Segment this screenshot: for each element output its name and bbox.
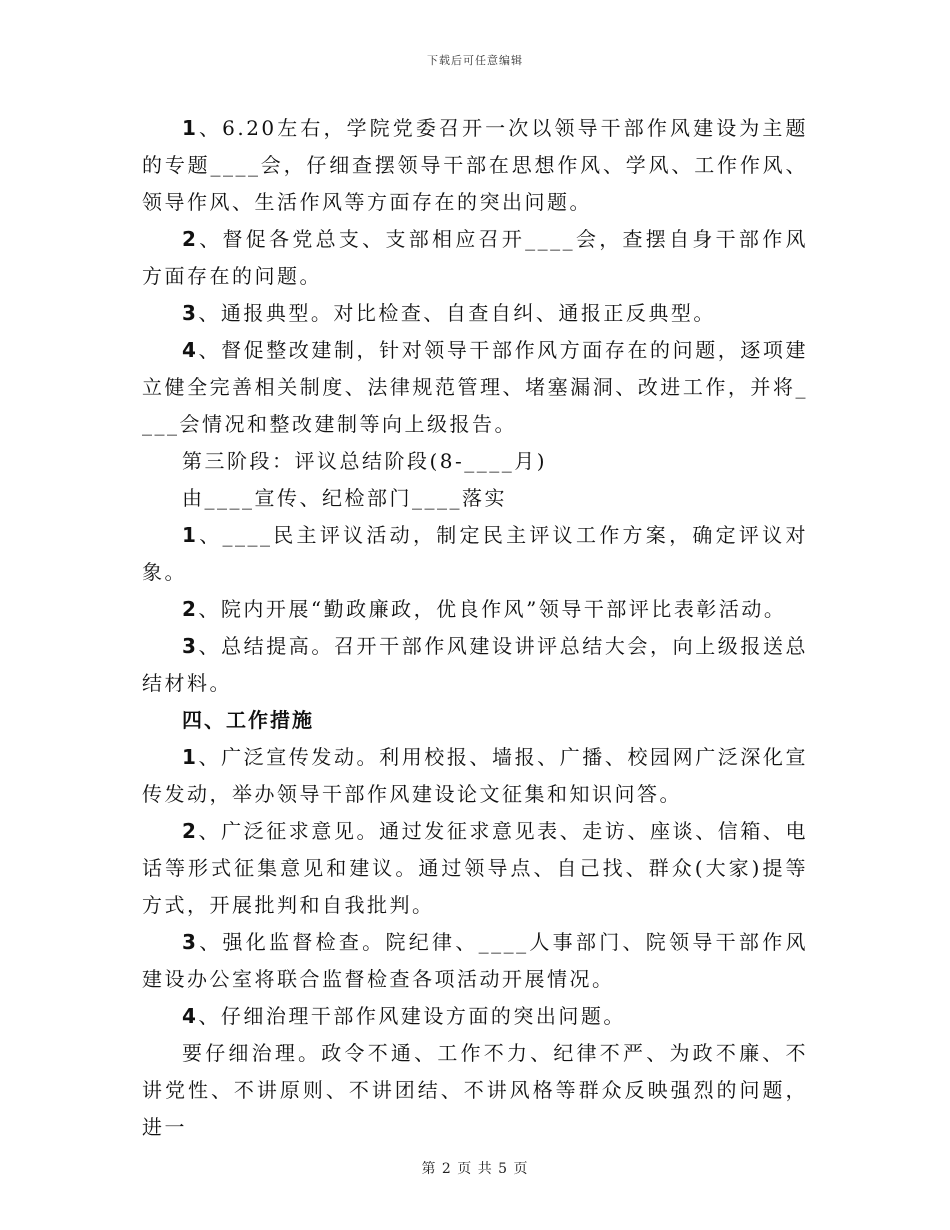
paragraph (142, 110, 808, 221)
item-number: 3 (182, 634, 199, 658)
paragraph-text: 、6.20左右，学院党委召开一次以领导干部作风建设为主题的专题____会，仔细查摆领导干部在思想作风、学风、工作作风、领导作风、生活作风等方面存在的突出问题。 (142, 116, 808, 214)
paragraph-text: 、广泛宣传发动。利用校报、墙报、广播、校园网广泛深化宣传发动，举办领导干部作风建设论文征集和知识问答。 (142, 745, 808, 806)
paragraph-text: 要仔细治理。政令不通、工作不力、纪律不严、为政不廉、不讲党性、不讲原则、不讲团结、不讲风格等群众反映强烈的问题，进一 (142, 1041, 808, 1139)
paragraph-text: 、督促各党总支、支部相应召开____会，查摆自身干部作风方面存在的问题。 (142, 227, 808, 288)
item-number: 2 (182, 819, 199, 843)
paragraph-text: 、广泛征求意见。通过发征求意见表、走访、座谈、信箱、电话等形式征集意见和建议。通过领导点、自己找、群众(大家)提等方式，开展批判和自我批判。 (142, 819, 808, 917)
paragraph-text: 第三阶段：评议总结阶段(8-____月) (182, 449, 548, 473)
stage-title (142, 443, 808, 480)
item-number: 4 (182, 1004, 199, 1028)
stage-owner (142, 480, 808, 517)
item-number: 2 (182, 227, 199, 251)
item-number: 3 (182, 301, 199, 325)
page-header: 下载后可任意编辑 (427, 54, 523, 67)
section-heading: 四、工作措施 (182, 708, 314, 732)
item-number: 3 (182, 930, 199, 954)
paragraph (142, 1035, 808, 1146)
document-body (142, 110, 808, 1146)
paragraph (142, 628, 808, 702)
paragraph (142, 517, 808, 591)
item-number: 2 (182, 597, 199, 621)
paragraph-text: 、督促整改建制，针对领导干部作风方面存在的问题，逐项建立健全完善相关制度、法律规范管理、堵塞漏洞、改进工作，并将____会情况和整改建制等向上级报告。 (142, 338, 808, 436)
item-number: 1 (182, 523, 199, 547)
item-number: 1 (182, 745, 199, 769)
paragraph (142, 739, 808, 813)
paragraph (142, 295, 808, 332)
paragraph-text: 由____宣传、纪检部门____落实 (182, 486, 507, 510)
item-number: 4 (182, 338, 199, 362)
paragraph (142, 924, 808, 998)
paragraph (142, 998, 808, 1035)
item-number: 1 (182, 116, 199, 140)
paragraph (142, 221, 808, 295)
paragraph-text: 、总结提高。召开干部作风建设讲评总结大会，向上级报送总结材料。 (142, 634, 808, 695)
paragraph-text: 、强化监督检查。院纪律、____人事部门、院领导干部作风建设办公室将联合监督检查各项活动开展情况。 (142, 930, 808, 991)
paragraph-text: 、院内开展“勤政廉政，优良作风”领导干部评比表彰活动。 (198, 597, 787, 621)
paragraph-text: 、____民主评议活动，制定民主评议工作方案，确定评议对象。 (142, 523, 808, 584)
paragraph (142, 591, 808, 628)
paragraph-text: 、仔细治理干部作风建设方面的突出问题。 (198, 1004, 626, 1028)
page-footer: 第 2 页 共 5 页 (421, 1161, 529, 1177)
paragraph-text: 、通报典型。对比检查、自查自纠、通报正反典型。 (198, 301, 716, 325)
paragraph (142, 813, 808, 924)
paragraph (142, 332, 808, 443)
